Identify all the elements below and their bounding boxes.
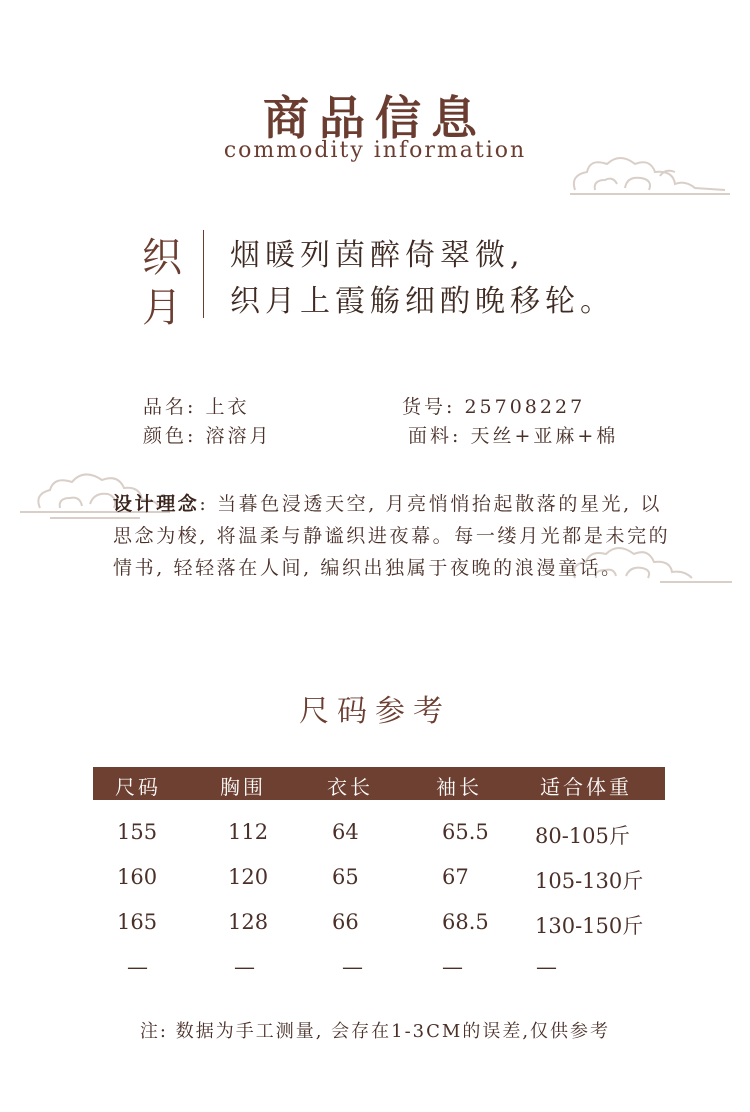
table-cell: 80-105斤 (535, 824, 630, 848)
table-cell: 105-130斤 (535, 869, 644, 893)
table-cell: 64 (332, 820, 359, 844)
table-cell: 130-150斤 (535, 914, 644, 938)
design-concept-text: 当暮色浸透天空, 月亮悄悄抬起散落的星光, 以思念为梭, 将温柔与静谧织进夜幕。每一缕月光都是未完的情书, 轻轻落在人间, 编织出独属于夜晚的浪漫童话。 (113, 493, 671, 579)
info-fabric (408, 421, 618, 448)
table-row (0, 865, 750, 895)
poem-line-2: 织月上霞觞细酌晚移轮。 (230, 284, 615, 319)
info-color-value: 溶溶月 (205, 425, 272, 447)
poem-line-1: 烟暖列茵醉倚翠微, (230, 238, 525, 273)
table-cell: 128 (228, 910, 269, 934)
table-cell: 67 (442, 865, 469, 889)
size-table-title: 尺码参考 (299, 694, 451, 729)
table-row (0, 910, 750, 940)
table-cell: 165 (117, 910, 158, 934)
table-cell: — (536, 955, 557, 979)
info-item-no-value: 25708227 (464, 396, 586, 418)
table-cell: 112 (228, 820, 269, 844)
design-concept-label: 设计理念 (113, 493, 200, 515)
info-color (143, 421, 271, 448)
brand-char-2: 月 (142, 285, 182, 331)
info-name (143, 392, 249, 419)
cloud-decoration-top-right (565, 150, 735, 200)
info-item-no-label: 货号: (402, 396, 456, 418)
table-cell: 120 (228, 865, 269, 889)
info-item-no (402, 392, 585, 419)
table-row (0, 955, 750, 985)
header-sleeve: 袖长 (436, 775, 482, 799)
table-cell: 65 (332, 865, 359, 889)
page-subtitle: commodity information (223, 138, 527, 163)
table-cell: — (234, 955, 255, 979)
table-cell: 66 (332, 910, 359, 934)
info-name-value: 上衣 (205, 396, 250, 418)
info-fabric-label: 面料: (408, 425, 462, 447)
table-cell: — (442, 955, 463, 979)
page-title: 商品信息 (263, 91, 487, 145)
header-length: 衣长 (327, 775, 373, 799)
info-name-label: 品名: (143, 396, 197, 418)
info-color-label: 颜色: (143, 425, 197, 447)
table-cell: 68.5 (442, 910, 489, 934)
table-cell: 155 (117, 820, 158, 844)
size-table-header (93, 767, 665, 800)
design-concept (113, 488, 673, 584)
header-size: 尺码 (115, 775, 161, 799)
brand-divider (203, 230, 204, 318)
table-row (0, 820, 750, 850)
measurement-note: 注: 数据为手工测量, 会存在1-3CM的误差,仅供参考 (139, 1021, 611, 1042)
table-cell: 65.5 (442, 820, 489, 844)
brand-char-1: 织 (142, 235, 182, 281)
table-cell: — (342, 955, 363, 979)
table-cell: 160 (117, 865, 158, 889)
header-chest: 胸围 (220, 775, 266, 799)
design-concept-colon: : (199, 493, 209, 515)
header-weight: 适合体重 (540, 775, 632, 799)
info-fabric-value: 天丝+亚麻+棉 (470, 425, 619, 447)
table-cell: — (127, 955, 148, 979)
